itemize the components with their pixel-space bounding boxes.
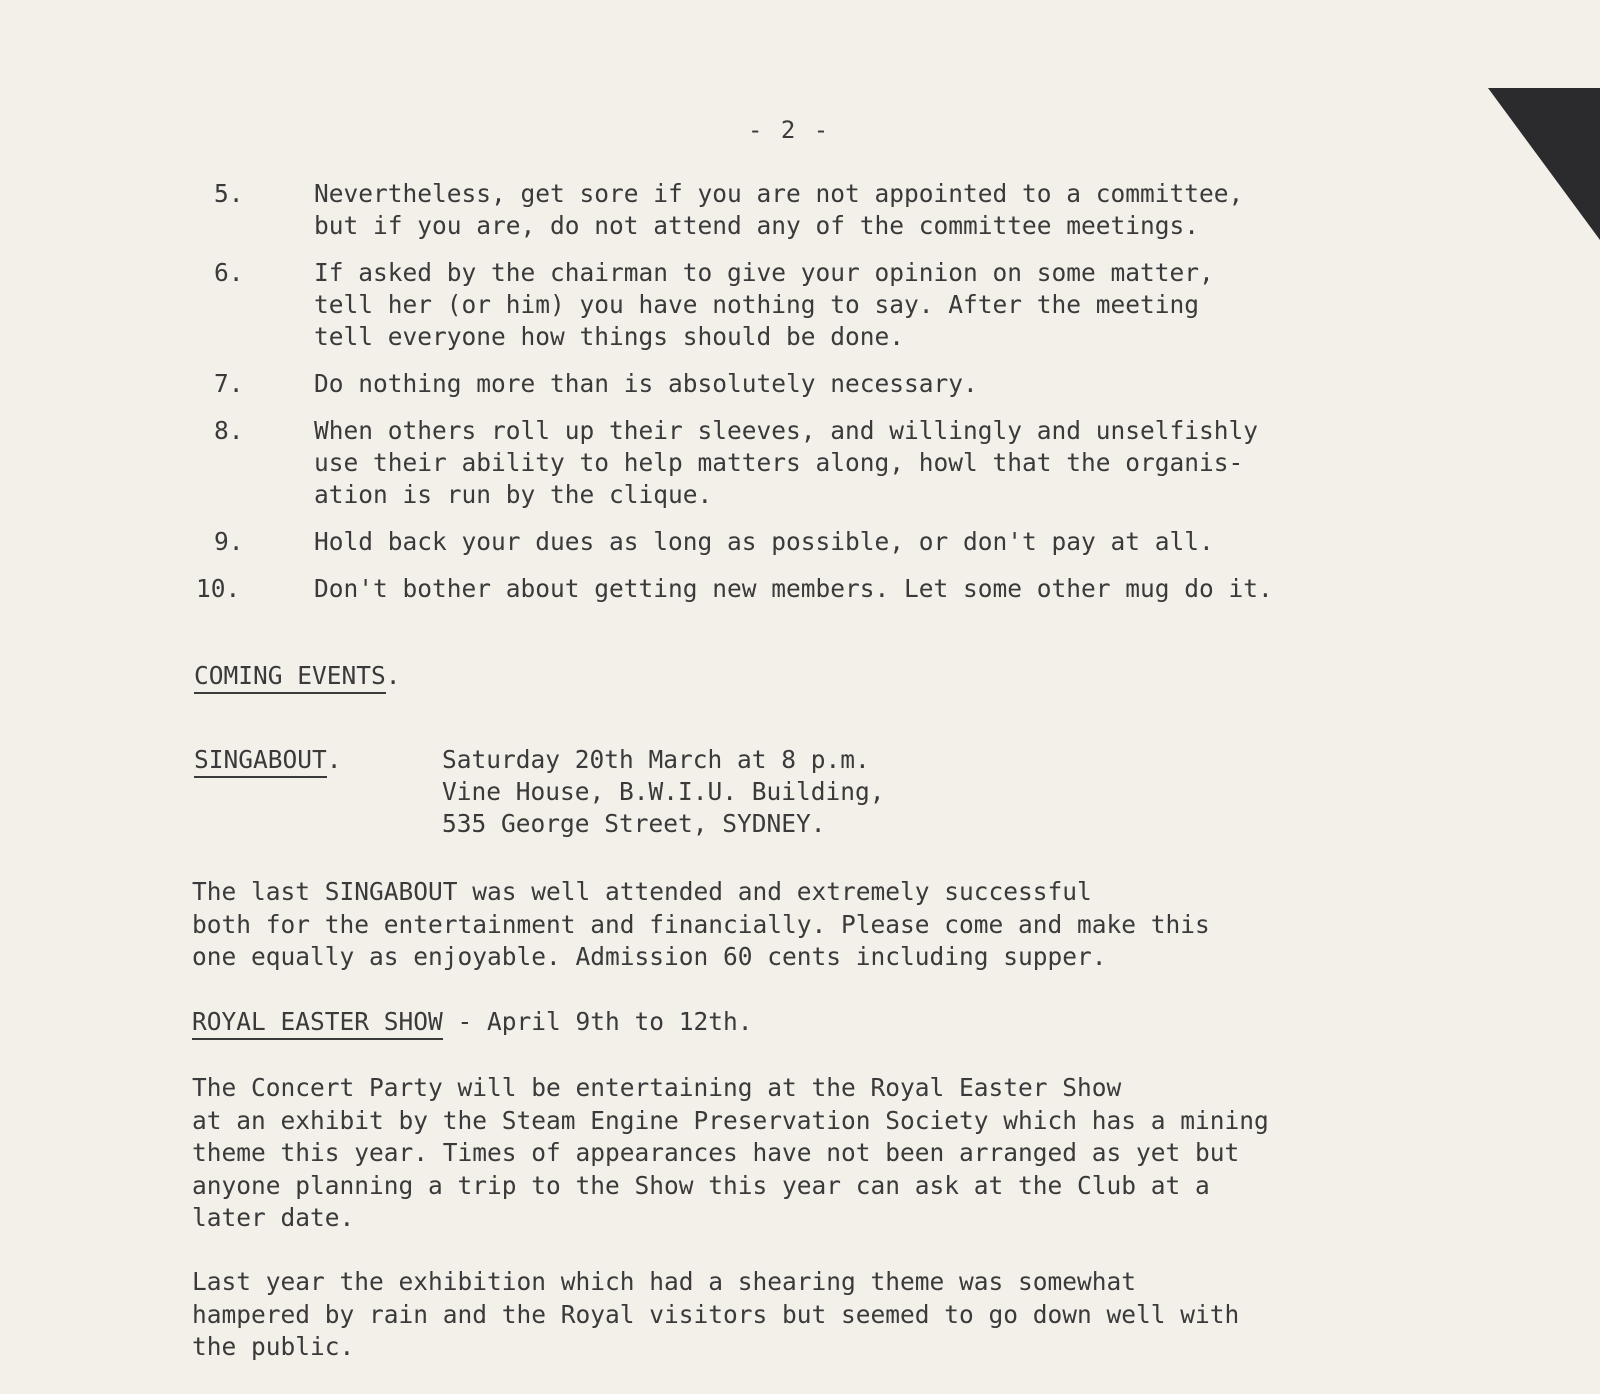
item-text: Don't bother about getting new members. Let some other mug do it.	[314, 574, 1273, 603]
item-number: 6.	[214, 258, 244, 287]
coming-events-suffix: .	[385, 661, 401, 690]
coming-events-heading	[194, 660, 401, 692]
singabout-paragraph: The last SINGABOUT was well attended and extremely successful both for the entertainment and financially. Please come and make this one equally as enjoyable. Admission 60 cents including supper.	[192, 877, 1210, 971]
coming-events-title: COMING EVENTS	[194, 661, 386, 694]
item-text: Nevertheless, get sore if you are not appointed to a committee, but if you are, do not attend any of the committee meetings.	[314, 179, 1244, 240]
singabout-details: Saturday 20th March at 8 p.m. Vine House, B.W.I.U. Building, 535 George Street, SYDNEY.	[442, 745, 885, 838]
page-number: - 2 -	[748, 116, 831, 144]
item-text: Hold back your dues as long as possible, or don't pay at all.	[314, 527, 1214, 556]
royal-easter-show-paragraph-1: The Concert Party will be entertaining at the Royal Easter Show at an exhibit by the Steam Engine Preservation Society which has a mining theme this year. Times of appearances have not been arranged as yet but anyone planning a trip to the Show this year can ask at the Club at a later date.	[192, 1073, 1269, 1232]
royal-easter-show-heading	[192, 1006, 753, 1038]
item-text: When others roll up their sleeves, and willingly and unselfishly use their ability to help matters along, howl that the organis- ation is run by the clique.	[314, 416, 1259, 509]
singabout-suffix: .	[326, 745, 342, 774]
royal-easter-show-paragraph-2: Last year the exhibition which had a shearing theme was somewhat hampered by rain and the Royal visitors but seemed to go down well with the public.	[192, 1267, 1240, 1361]
item-number: 10.	[196, 574, 241, 603]
list-item	[180, 178, 1420, 242]
list-item	[180, 415, 1420, 511]
rules-list	[180, 178, 1420, 620]
item-text: If asked by the chairman to give your opinion on some matter, tell her (or him) you have nothing to say. After the meeting tell everyone how things should be done.	[314, 258, 1214, 351]
list-item	[180, 257, 1420, 353]
royal-easter-show-title: ROYAL EASTER SHOW	[192, 1007, 443, 1040]
item-number: 5.	[214, 179, 244, 208]
singabout-heading	[194, 744, 342, 776]
royal-easter-show-suffix: - April 9th to 12th.	[442, 1007, 753, 1036]
item-number: 9.	[214, 527, 244, 556]
item-number: 8.	[214, 416, 244, 445]
singabout-title: SINGABOUT	[194, 745, 327, 778]
list-item	[180, 526, 1420, 558]
item-number: 7.	[214, 369, 244, 398]
list-item	[180, 368, 1420, 400]
item-text: Do nothing more than is absolutely necessary.	[314, 369, 978, 398]
list-item	[180, 573, 1420, 605]
